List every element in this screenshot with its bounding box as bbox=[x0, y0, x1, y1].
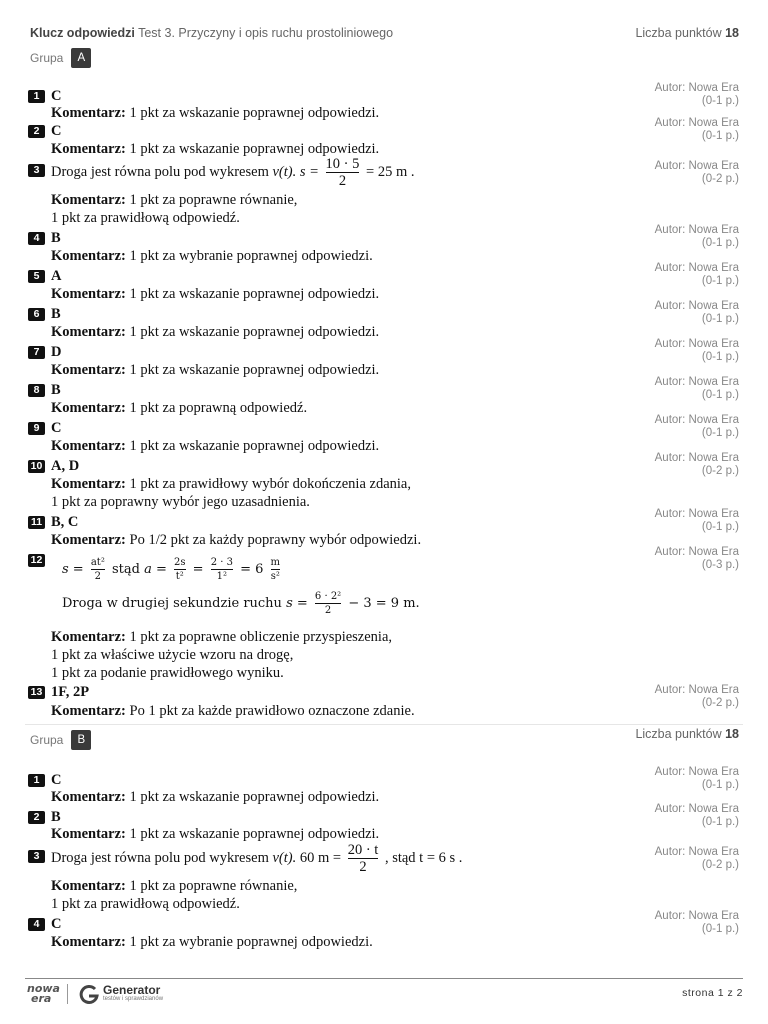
question-number: 7 bbox=[28, 346, 45, 359]
answer: B, C bbox=[51, 514, 79, 530]
answer-math: Droga jest równa polu pod wykresem v(t). 60 m = $\frac{20 \cdot t}{2}$ , stąd t = 6 s . bbox=[51, 842, 463, 875]
question-number: 12 bbox=[28, 554, 45, 567]
comment: Komentarz: 1 pkt za wskazanie poprawnej odpowiedzi. bbox=[51, 789, 380, 805]
comment: Komentarz: 1 pkt za wybranie poprawnej odpowiedzi. bbox=[51, 248, 373, 264]
author-score: Autor: Nowa Era (0-1 p.) bbox=[654, 508, 739, 533]
author-score: Autor: Nowa Era (0-1 p.) bbox=[654, 338, 739, 363]
comment: Komentarz: 1 pkt za poprawne równanie, 1 pkt za prawidłową odpowiedź. bbox=[51, 878, 298, 912]
comment: Komentarz: Po 1/2 pkt za każdy poprawny wybór odpowiedzi. bbox=[51, 532, 422, 548]
author-score: Autor: Nowa Era (0-1 p.) bbox=[654, 803, 739, 828]
question-number: 5 bbox=[28, 270, 45, 283]
question-number: 4 bbox=[28, 232, 45, 245]
author-score: Autor: Nowa Era (0-1 p.) bbox=[654, 414, 739, 439]
comment: Komentarz: 1 pkt za wskazanie poprawnej odpowiedzi. bbox=[51, 105, 380, 121]
question-number: 3 bbox=[28, 850, 45, 863]
logo-divider bbox=[67, 984, 68, 1004]
nowa-era-logo: nowa era bbox=[27, 982, 60, 1005]
author-score: Autor: Nowa Era (0-2 p.) bbox=[654, 684, 739, 709]
page-number: strona 1 z 2 bbox=[682, 987, 743, 999]
author-score: Autor: Nowa Era (0-1 p.) bbox=[654, 224, 739, 249]
answer: B bbox=[51, 306, 61, 322]
comment: Komentarz: 1 pkt za wskazanie poprawnej odpowiedzi. bbox=[51, 324, 380, 340]
page-header bbox=[30, 26, 739, 40]
comment: Komentarz: 1 pkt za wskazanie poprawnej odpowiedzi. bbox=[51, 826, 380, 842]
question-number: 11 bbox=[28, 516, 45, 529]
header-title: Test 3. Przyczyny i opis ruchu prostoliniowego bbox=[138, 26, 394, 40]
answer: B bbox=[51, 809, 61, 825]
question-number: 1 bbox=[28, 90, 45, 103]
generator-logo-icon bbox=[78, 983, 100, 1005]
math-distance: Droga w drugiej sekundzie ruchu s = $\frac{\text{6 · 2²}}{2}$ − 3 = 9 m. bbox=[62, 591, 420, 616]
answer: C bbox=[51, 123, 62, 139]
question-number: 4 bbox=[28, 918, 45, 931]
comment: Komentarz: Po 1 pkt za każde prawidłowo oznaczone zdanie. bbox=[51, 703, 415, 719]
comment: Komentarz: 1 pkt za wskazanie poprawnej odpowiedzi. bbox=[51, 362, 380, 378]
comment: Komentarz: 1 pkt za wybranie poprawnej odpowiedzi. bbox=[51, 934, 373, 950]
answer: 1F, 2P bbox=[51, 684, 90, 700]
author-score: Autor: Nowa Era (0-1 p.) bbox=[654, 766, 739, 791]
generator-title: Generator bbox=[103, 983, 161, 997]
author-score: Autor: Nowa Era (0-3 p.) bbox=[654, 546, 739, 571]
answer-math: Droga jest równa polu pod wykresem v(t). s = $\frac{10 \cdot 5}{2}$ = 25 m . bbox=[51, 156, 415, 189]
comment: Komentarz: 1 pkt za poprawną odpowiedź. bbox=[51, 400, 308, 416]
points-total: Liczba punktów 18 bbox=[635, 26, 739, 40]
comment: Komentarz: 1 pkt za wskazanie poprawnej odpowiedzi. bbox=[51, 438, 380, 454]
author-score: Autor: Nowa Era (0-1 p.) bbox=[654, 376, 739, 401]
author-score: Autor: Nowa Era (0-1 p.) bbox=[654, 300, 739, 325]
answer: C bbox=[51, 916, 62, 932]
comment: Komentarz: 1 pkt za poprawne równanie, 1 pkt za prawidłową odpowiedź. bbox=[51, 192, 298, 226]
comment: Komentarz: 1 pkt za prawidłowy wybór dokończenia zdania, 1 pkt za poprawny wybór jego uzasadnienia. bbox=[51, 476, 411, 510]
question-number: 3 bbox=[28, 164, 45, 177]
answer: D bbox=[51, 344, 62, 360]
answer: B bbox=[51, 230, 61, 246]
author-score: Autor: Nowa Era (0-1 p.) bbox=[654, 117, 739, 142]
question-number: 8 bbox=[28, 384, 45, 397]
comment: Komentarz: 1 pkt za poprawne obliczenie przyspieszenia, 1 pkt za właściwe użycie wzoru na drogę, 1 pkt za podanie prawidłowego wyniku. bbox=[51, 629, 393, 681]
answer: A bbox=[51, 268, 62, 284]
group-badge: B bbox=[71, 730, 91, 750]
question-number: 10 bbox=[28, 460, 45, 473]
math-acceleration: s = $\frac{\text{at²}}{2}$ stąd a = $\frac{2s}{\text{t²}}$ = $\frac{2 \cdot 3}{\text{1²}}$ = 6 $\frac{m}{\text{s²}}$ bbox=[62, 557, 281, 582]
question-number: 1 bbox=[28, 774, 45, 787]
question-number: 2 bbox=[28, 125, 45, 138]
group-b-label: Grupa B bbox=[30, 730, 91, 750]
author-score: Autor: Nowa Era (0-1 p.) bbox=[654, 910, 739, 935]
comment: Komentarz: 1 pkt za wskazanie poprawnej odpowiedzi. bbox=[51, 286, 380, 302]
header-title-bold: Klucz odpowiedzi bbox=[30, 26, 135, 40]
group-badge: A bbox=[71, 48, 91, 68]
comment: Komentarz: 1 pkt za wskazanie poprawnej odpowiedzi. bbox=[51, 141, 380, 157]
author-score: Autor: Nowa Era (0-1 p.) bbox=[654, 82, 739, 107]
answer: A, D bbox=[51, 458, 80, 474]
author-score: Autor: Nowa Era (0-2 p.) bbox=[654, 846, 739, 871]
author-score: Autor: Nowa Era (0-2 p.) bbox=[654, 452, 739, 477]
author-score: Autor: Nowa Era (0-2 p.) bbox=[654, 160, 739, 185]
footer-divider bbox=[25, 978, 743, 979]
answer: B bbox=[51, 382, 61, 398]
group-separator bbox=[25, 724, 743, 725]
author-score: Autor: Nowa Era (0-1 p.) bbox=[654, 262, 739, 287]
question-number: 9 bbox=[28, 422, 45, 435]
question-number: 6 bbox=[28, 308, 45, 321]
group-a-label: Grupa A bbox=[30, 48, 91, 68]
question-number: 13 bbox=[28, 686, 45, 699]
question-number: 2 bbox=[28, 811, 45, 824]
answer: C bbox=[51, 88, 62, 104]
answer: C bbox=[51, 420, 62, 436]
answer: C bbox=[51, 772, 62, 788]
generator-subtitle: testów i sprawdzianów bbox=[103, 996, 164, 1002]
